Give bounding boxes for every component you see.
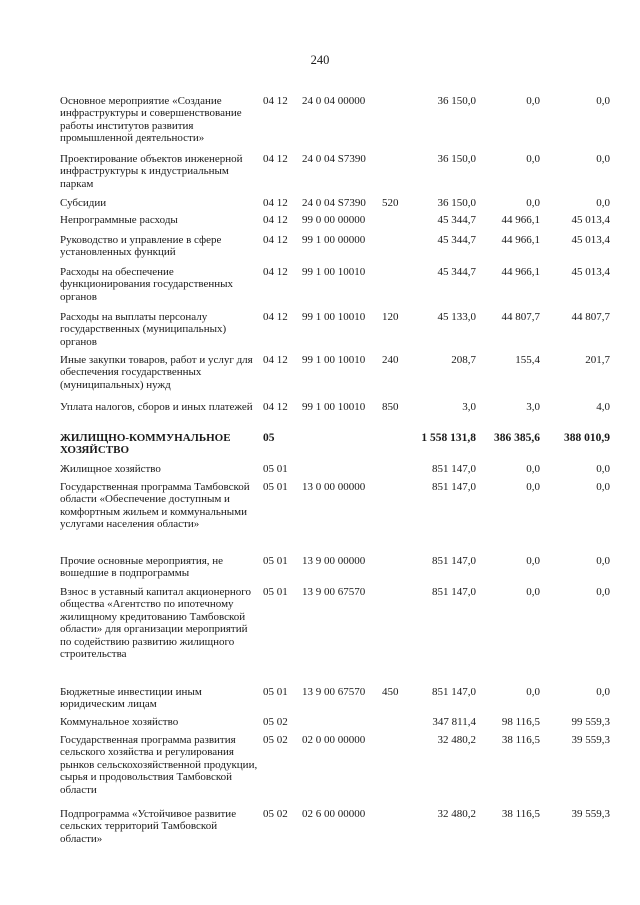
row-value-year1: 45 133,0 — [437, 311, 476, 323]
row-target-code: 13 0 00 00000 — [302, 481, 366, 493]
row-value-year3: 45 013,4 — [571, 234, 610, 246]
row-target-code: 13 9 00 00000 — [302, 555, 366, 567]
row-name: Иные закупки товаров, работ и услуг для обеспечения государственных (муниципальных) нужд — [60, 354, 253, 391]
row-value-year3: 45 013,4 — [571, 266, 610, 278]
row-value-year2: 0,0 — [526, 481, 540, 493]
row-value-year2: 0,0 — [526, 153, 540, 165]
row-value-year3: 0,0 — [596, 586, 610, 598]
row-section-code: 05 01 — [263, 686, 288, 698]
row-target-code: 02 0 00 00000 — [302, 734, 366, 746]
row-value-year1: 32 480,2 — [437, 734, 476, 746]
row-name: Прочие основные мероприятия, не вошедшие в подпрограммы — [60, 555, 224, 580]
row-name: Бюджетные инвестиции иным юридическим лицам — [60, 686, 202, 711]
row-value-year2: 0,0 — [526, 463, 540, 475]
row-value-year1: 36 150,0 — [437, 197, 476, 209]
row-target-code: 99 1 00 00000 — [302, 234, 366, 246]
row-value-year3: 99 559,3 — [571, 716, 610, 728]
row-value-year2: 44 966,1 — [501, 234, 540, 246]
row-value-year3: 388 010,9 — [564, 432, 610, 444]
row-expense-type: 120 — [382, 311, 399, 323]
row-expense-type: 850 — [382, 401, 399, 413]
row-value-year3: 44 807,7 — [571, 311, 610, 323]
row-target-code: 24 0 04 00000 — [302, 95, 366, 107]
row-value-year1: 36 150,0 — [437, 95, 476, 107]
row-value-year3: 4,0 — [596, 401, 610, 413]
row-name: Коммунальное хозяйство — [60, 716, 179, 728]
row-target-code: 99 1 00 10010 — [302, 266, 366, 278]
row-value-year3: 0,0 — [596, 686, 610, 698]
row-section-code: 04 12 — [263, 197, 288, 209]
row-value-year2: 38 116,5 — [501, 734, 540, 746]
row-value-year2: 0,0 — [526, 686, 540, 698]
row-target-code: 99 1 00 10010 — [302, 311, 366, 323]
row-value-year3: 201,7 — [585, 354, 610, 366]
row-name: Расходы на обеспечение функционирования государственных органов — [60, 266, 234, 303]
row-name: Руководство и управление в сфере установленных функций — [60, 234, 222, 259]
row-name: Уплата налогов, сборов и иных платежей — [60, 401, 253, 413]
row-name: Подпрограмма «Устойчивое развитие сельских территорий Тамбовской области» — [60, 808, 237, 845]
row-name: Государственная программа Тамбовской области «Обеспечение доступным и комфортным жильем и коммунальными услугами населения области» — [60, 481, 250, 531]
row-section-code: 05 02 — [263, 808, 288, 820]
row-value-year1: 45 344,7 — [437, 234, 476, 246]
row-value-year1: 208,7 — [451, 354, 476, 366]
row-section-code: 04 12 — [263, 95, 288, 107]
row-section-code: 04 12 — [263, 311, 288, 323]
row-section-code: 05 01 — [263, 586, 288, 598]
row-section-code: 04 12 — [263, 214, 288, 226]
row-expense-type: 240 — [382, 354, 399, 366]
row-value-year2: 0,0 — [526, 95, 540, 107]
row-target-code: 99 1 00 10010 — [302, 401, 366, 413]
row-value-year1: 1 558 131,8 — [421, 432, 476, 444]
row-target-code: 99 0 00 00000 — [302, 214, 366, 226]
row-value-year1: 851 147,0 — [432, 686, 476, 698]
row-target-code: 02 6 00 00000 — [302, 808, 366, 820]
row-value-year1: 851 147,0 — [432, 586, 476, 598]
row-value-year1: 3,0 — [462, 401, 476, 413]
row-section-code: 05 02 — [263, 716, 288, 728]
row-value-year1: 36 150,0 — [437, 153, 476, 165]
row-section-code: 05 01 — [263, 555, 288, 567]
row-section-code: 05 02 — [263, 734, 288, 746]
row-value-year2: 44 807,7 — [501, 311, 540, 323]
row-value-year2: 98 116,5 — [501, 716, 540, 728]
row-target-code: 13 9 00 67570 — [302, 686, 366, 698]
row-section-code: 04 12 — [263, 153, 288, 165]
row-value-year1: 347 811,4 — [432, 716, 476, 728]
row-value-year3: 45 013,4 — [571, 214, 610, 226]
row-value-year2: 44 966,1 — [501, 214, 540, 226]
row-value-year2: 3,0 — [526, 401, 540, 413]
row-expense-type: 450 — [382, 686, 399, 698]
row-value-year3: 39 559,3 — [571, 808, 610, 820]
row-section-code: 05 01 — [263, 481, 288, 493]
row-value-year1: 851 147,0 — [432, 555, 476, 567]
row-section-code: 04 12 — [263, 401, 288, 413]
row-value-year2: 0,0 — [526, 197, 540, 209]
row-target-code: 99 1 00 10010 — [302, 354, 366, 366]
row-name: Непрограммные расходы — [60, 214, 178, 226]
row-value-year2: 386 385,6 — [494, 432, 540, 444]
row-name: Жилищное хозяйство — [60, 463, 161, 475]
row-name: ЖИЛИЩНО-КОММУНАЛЬНОЕ ХОЗЯЙСТВО — [60, 432, 231, 456]
row-name: Расходы на выплаты персоналу государственных (муниципальных) органов — [60, 311, 227, 348]
row-value-year1: 32 480,2 — [437, 808, 476, 820]
row-value-year1: 851 147,0 — [432, 481, 476, 493]
row-name: Взнос в уставный капитал акционерного общества «Агентство по ипотечному жилищному кредитованию Тамбовской области» для организации мероприятий по содействию развитию жилищного строительства — [60, 586, 251, 661]
row-value-year1: 45 344,7 — [437, 266, 476, 278]
row-value-year3: 0,0 — [596, 95, 610, 107]
row-section-code: 04 12 — [263, 266, 288, 278]
row-name: Проектирование объектов инженерной инфраструктуры к индустриальным паркам — [60, 153, 243, 190]
row-value-year3: 0,0 — [596, 481, 610, 493]
row-value-year3: 39 559,3 — [571, 734, 610, 746]
row-name: Основное мероприятие «Создание инфраструктуры и совершенствование работы институтов развития промышленной деятельности» — [60, 95, 242, 145]
row-value-year1: 851 147,0 — [432, 463, 476, 475]
row-value-year2: 44 966,1 — [501, 266, 540, 278]
row-target-code: 13 9 00 67570 — [302, 586, 366, 598]
row-target-code: 24 0 04 S7390 — [302, 153, 366, 165]
row-value-year2: 155,4 — [515, 354, 540, 366]
row-value-year1: 45 344,7 — [437, 214, 476, 226]
row-section-code: 05 01 — [263, 463, 288, 475]
row-value-year2: 38 116,5 — [501, 808, 540, 820]
row-value-year3: 0,0 — [596, 463, 610, 475]
row-value-year3: 0,0 — [596, 555, 610, 567]
row-value-year2: 0,0 — [526, 586, 540, 598]
row-section-code: 04 12 — [263, 234, 288, 246]
row-value-year3: 0,0 — [596, 153, 610, 165]
page-number: 240 — [310, 53, 330, 67]
row-value-year2: 0,0 — [526, 555, 540, 567]
row-section-code: 04 12 — [263, 354, 288, 366]
row-value-year3: 0,0 — [596, 197, 610, 209]
row-name: Субсидии — [60, 197, 107, 209]
row-target-code: 24 0 04 S7390 — [302, 197, 366, 209]
row-section-code: 05 — [263, 432, 275, 444]
row-name: Государственная программа развития сельского хозяйства и регулирования рынков сельскохозяйственной продукции, сырья и продовольствия Тамбовской области — [60, 734, 258, 796]
row-expense-type: 520 — [382, 197, 399, 209]
